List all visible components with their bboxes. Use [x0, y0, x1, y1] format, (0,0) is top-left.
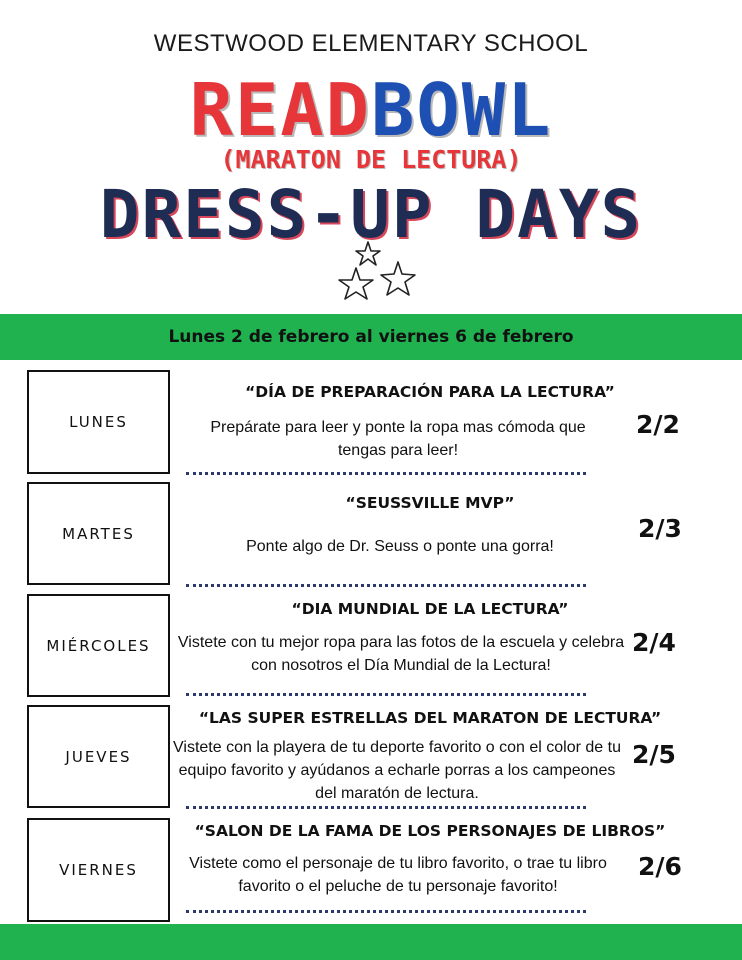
event-title: “SALON DE LA FAMA DE LOS PERSONAJES DE LIBROS” — [194, 822, 666, 840]
event-title: “DÍA DE PREPARACIÓN PARA LA LECTURA” — [245, 383, 615, 401]
title-read: READ — [189, 68, 371, 152]
day-box-lunes — [27, 370, 170, 474]
stars-icon — [330, 238, 424, 314]
day-box-miercoles — [27, 594, 170, 697]
event-title: “DIA MUNDIAL DE LA LECTURA” — [291, 600, 569, 618]
event-date: 2/2 — [636, 410, 680, 439]
day-box-jueves — [27, 705, 170, 808]
dotted-divider — [186, 910, 586, 913]
day-label: MIÉRCOLES — [46, 636, 151, 655]
event-date: 2/5 — [632, 740, 676, 769]
day-label: MARTES — [62, 524, 135, 543]
star-medium-icon — [339, 268, 373, 299]
school-name: WESTWOOD ELEMENTARY SCHOOL — [153, 30, 589, 57]
event-date: 2/3 — [638, 514, 682, 543]
day-box-viernes — [27, 818, 170, 922]
event-description: Vistete como el personaje de tu libro favorito, o trae tu libro favorito o el peluche de tu personaje favorito! — [189, 855, 607, 895]
event-title: “SEUSSVILLE MVP” — [345, 494, 515, 512]
date-range-banner — [0, 314, 742, 360]
dotted-divider — [186, 806, 586, 809]
event-description: Ponte algo de Dr. Seuss o ponte una gorra! — [246, 538, 554, 555]
event-description: Vistete con tu mejor ropa para las fotos de la escuela y celebra con nosotros el Día Mundial de la Lectura! — [177, 634, 625, 674]
event-date: 2/4 — [632, 628, 676, 657]
event-description: Vistete con la playera de tu deporte favorito o con el color de tu equipo favorito y ayúdanos a echarle porras a los campeones del maratón de lectura. — [173, 739, 621, 802]
event-description: Prepárate para leer y ponte la ropa mas cómoda que tengas para leer! — [210, 419, 586, 459]
readbowl-title — [0, 68, 742, 152]
subtitle: (MARATON DE LECTURA) — [220, 145, 522, 174]
dotted-divider — [186, 693, 586, 696]
day-label: JUEVES — [65, 747, 132, 766]
star-right-icon — [381, 262, 415, 295]
day-label: VIERNES — [59, 861, 138, 879]
dotted-divider — [186, 472, 586, 475]
title-bowl: BOWL — [371, 68, 553, 152]
dress-up-days-title: DRESS-UP DAYS — [99, 176, 643, 253]
date-range-text: Lunes 2 de febrero al viernes 6 de febrero — [168, 327, 574, 347]
event-title: “LAS SUPER ESTRELLAS DEL MARATON DE LECTURA” — [198, 709, 662, 727]
day-label: LUNES — [69, 413, 128, 431]
day-box-martes — [27, 482, 170, 585]
footer-bar — [0, 924, 742, 960]
event-date: 2/6 — [638, 852, 682, 881]
dotted-divider — [186, 584, 586, 587]
star-small-icon — [356, 242, 380, 265]
